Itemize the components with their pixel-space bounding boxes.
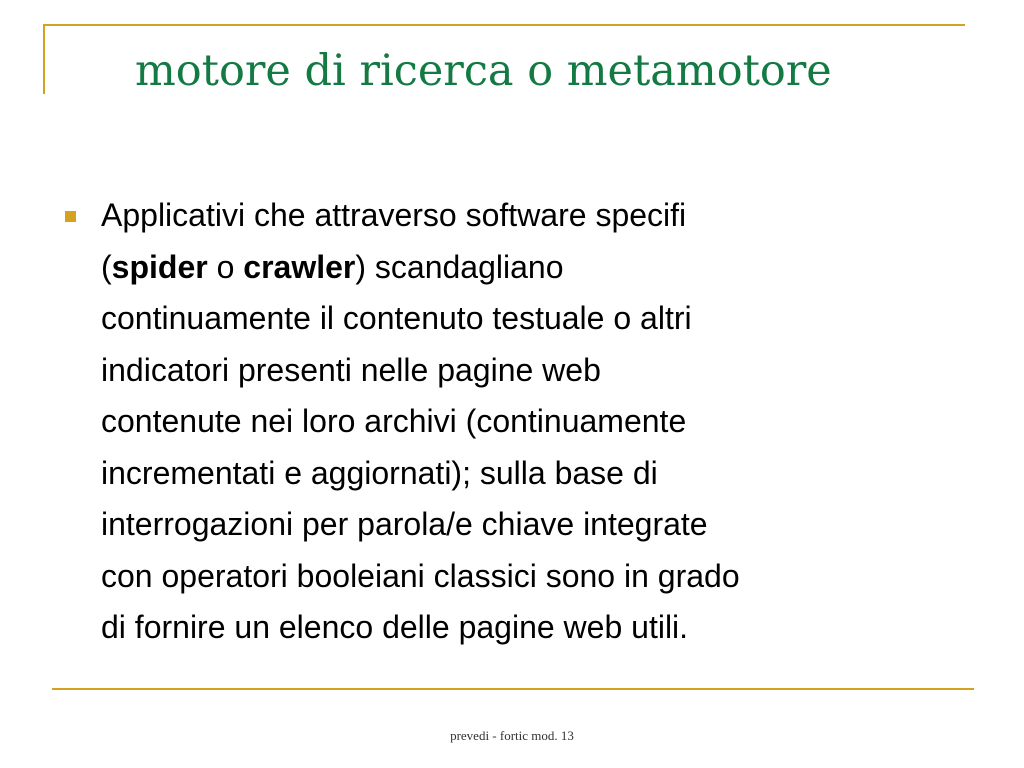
bold-term: spider xyxy=(111,248,208,285)
square-bullet-icon xyxy=(65,211,76,222)
bullet-line xyxy=(101,293,962,345)
slide-footer: prevedi - fortic mod. 13 xyxy=(450,728,574,743)
bullet-list xyxy=(62,190,962,654)
bullet-line xyxy=(101,448,962,500)
bullet-line xyxy=(101,499,962,551)
bullet-line xyxy=(101,396,962,448)
text-run: interrogazioni per parola/e chiave integrate xyxy=(101,506,708,542)
footer-divider xyxy=(52,688,974,690)
text-run: incrementati e aggiornati); sulla base di xyxy=(101,454,658,491)
bullet-line xyxy=(101,190,962,242)
bullet-text xyxy=(101,190,962,654)
bullet-line xyxy=(101,345,962,397)
bullet-line xyxy=(101,551,962,603)
text-run: Applicativi che attraverso software specifi xyxy=(101,197,687,233)
slide-title: motore di ricerca o metamotore xyxy=(135,46,832,96)
text-run: continuamente il contenuto testuale o altri xyxy=(101,300,692,336)
text-run: ( xyxy=(101,248,112,285)
text-run: di fornire un elenco delle pagine web utili. xyxy=(101,609,689,645)
bold-term: crawler xyxy=(243,248,356,285)
bullet-line xyxy=(101,242,962,294)
bullet-line xyxy=(101,602,962,654)
frame-left-line xyxy=(43,24,45,94)
bullet-item xyxy=(62,190,962,654)
text-run: con operatori booleiani classici sono in grado xyxy=(101,557,740,594)
text-run: contenute nei loro archivi (continuamente xyxy=(101,403,687,439)
frame-top-line xyxy=(43,24,965,26)
text-run: indicatori presenti nelle pagine web xyxy=(101,351,601,388)
text-run: ) scandagliano xyxy=(355,248,564,285)
text-run: o xyxy=(207,248,244,285)
